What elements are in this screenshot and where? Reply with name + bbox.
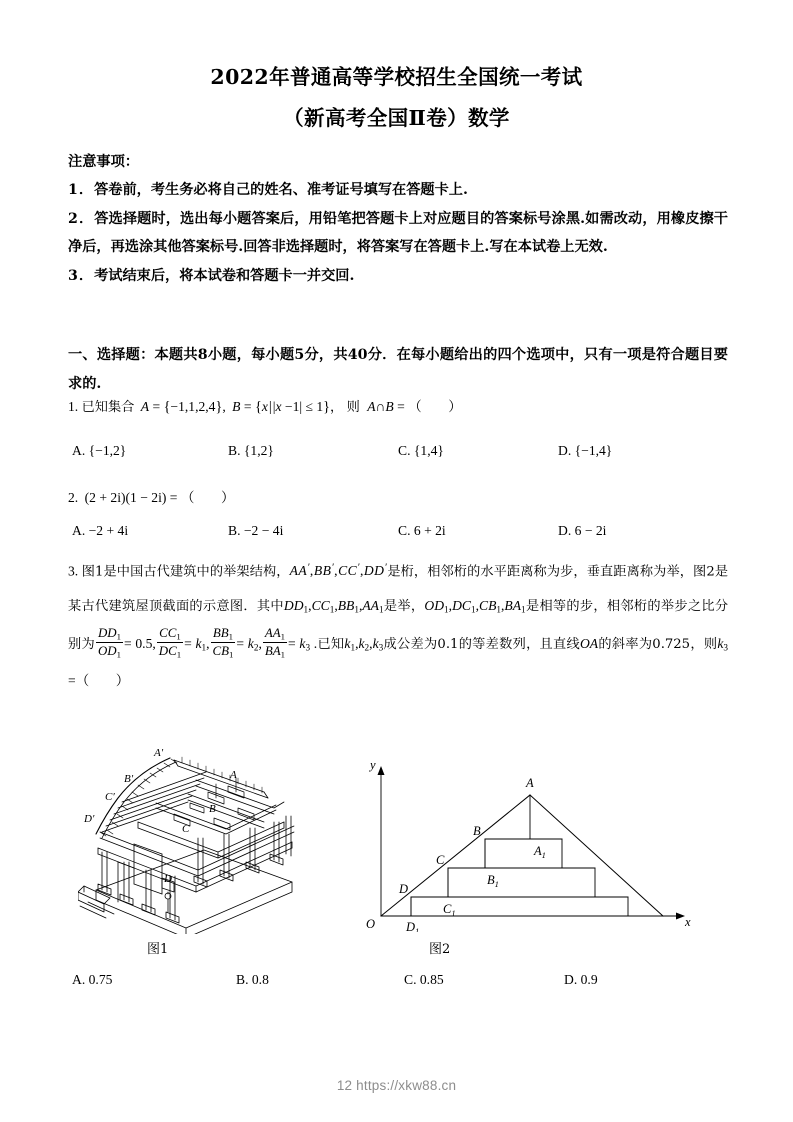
question-3-rises: $DD_1,CC_1,BB_1,AA_1$ bbox=[283, 598, 384, 615]
option-c[interactable]: C. 0.85 bbox=[404, 972, 444, 987]
figure-2-origin-label: O bbox=[366, 917, 376, 931]
question-3-beams: AA′,BB′,CC′,DD′ bbox=[289, 563, 388, 579]
question-3-k-list: $k_1,k_2,k_3$ bbox=[344, 635, 384, 653]
option-a[interactable]: A. −2 + 4i bbox=[72, 523, 129, 538]
notice-item-text: 答选择题时，选出每小题答案后，用铅笔把答题卡上对应题目的答案标号涂黑.如需改动，用橡皮擦干净后，再选涂其他答案标号.回答非选择题时，将答案写在答题卡上.写在本试卷上无效. bbox=[68, 210, 728, 255]
question-3-text-4: 是相等的步，相邻桁的举步之比分别为 bbox=[68, 599, 729, 652]
question-3-runs: $OD_1,DC_1,CB_1,BA_1$ bbox=[424, 598, 526, 615]
option-d[interactable]: D. 6 − 2i bbox=[558, 523, 607, 538]
notice-item bbox=[68, 262, 728, 291]
question-3-text-6: 成公差为0.1的等差数列，且直线 bbox=[383, 636, 580, 652]
figure-1-label-D-prime: D′ bbox=[84, 813, 95, 825]
exam-title-sub: （新高考全国Ⅱ卷）数学 bbox=[283, 106, 510, 130]
figure-1-label-A-prime: A′ bbox=[154, 747, 164, 759]
figure-2-label-C1: $C_1$ bbox=[443, 902, 456, 918]
question-3-line-name: OA bbox=[579, 635, 599, 651]
figure-2-label-D: D bbox=[399, 882, 409, 896]
question-3-text-1: 图1是中国古代建筑中的举架结构， bbox=[81, 564, 290, 580]
question-3-text-2: 是桁，相邻桁的水平距离称为步，垂直距离称为举，图2是某古代建筑屋顶截面的示意图．其中 bbox=[68, 564, 729, 615]
option-b[interactable]: B. {1,2} bbox=[228, 443, 274, 458]
question-1-number: 1. bbox=[68, 399, 79, 414]
figure-1-label-B-prime: B′ bbox=[124, 773, 134, 785]
exam-title-main: 2022年普通高等学校招生全国统一考试 bbox=[210, 65, 583, 89]
question-2-number: 2. bbox=[68, 490, 79, 505]
option-d[interactable]: D. 0.9 bbox=[564, 972, 598, 987]
question-3-unknown: $k_3$ = bbox=[68, 635, 728, 689]
question-1-options bbox=[68, 443, 728, 469]
question-1-answer-blank: （ ） bbox=[408, 399, 463, 414]
question-3-text-7: 的斜率为0.725，则 bbox=[598, 636, 718, 652]
notice-section bbox=[68, 148, 728, 290]
figure-1-drawing bbox=[78, 742, 310, 934]
notice-item-number: 3． bbox=[68, 267, 95, 284]
notice-item-number: 2． bbox=[68, 210, 95, 227]
notice-heading: 注意事项： bbox=[68, 154, 139, 170]
question-1-connector: 则 bbox=[346, 400, 360, 415]
question-3-text-5: 已知 bbox=[317, 636, 345, 652]
figure-1-label-C-prime: C′ bbox=[105, 791, 115, 803]
figure-1-label-C: C bbox=[182, 823, 190, 835]
question-3-answer-blank: （ ） bbox=[75, 673, 130, 689]
figure-1-label-A: A bbox=[230, 769, 237, 781]
notice-item-text: 考试结束后，将本试卷和答题卡一并交回. bbox=[94, 267, 355, 284]
option-a[interactable]: A. 0.75 bbox=[72, 972, 113, 987]
figure-2-label-B1: $B_1$ bbox=[487, 873, 499, 889]
question-2 bbox=[68, 483, 728, 513]
notice-item-number: 1． bbox=[68, 182, 95, 198]
question-3 bbox=[68, 552, 728, 698]
option-d[interactable]: D. {−1,4} bbox=[558, 443, 613, 458]
notice-item bbox=[68, 176, 728, 205]
question-2-options bbox=[68, 523, 728, 549]
notice-item-text: 答卷前，考生务必将自己的姓名、准考证号填写在答题卡上. bbox=[94, 182, 468, 198]
figure-2-label-A1: $A_1$ bbox=[534, 844, 546, 860]
figure-1-label-D: D bbox=[164, 873, 172, 885]
figure-2-label-D1: $D_1$ bbox=[406, 920, 420, 932]
figure-1-label-B: B bbox=[209, 803, 216, 815]
figure-1-caption: 图1 bbox=[147, 942, 169, 957]
footer-watermark: 12 https://xkw88.cn bbox=[336, 1078, 457, 1093]
question-1-stem: 1. 已知集合 A = {−1,1,2,4}, B = {x||x −1| ≤ 1}， 则 A∩B = （ ） bbox=[68, 399, 463, 415]
question-1 bbox=[68, 392, 728, 423]
option-b[interactable]: B. 0.8 bbox=[236, 972, 269, 987]
question-3-options bbox=[68, 972, 728, 998]
question-3-number: 3. bbox=[68, 563, 79, 579]
figure-2 bbox=[363, 756, 701, 932]
figure-2-caption: 图2 bbox=[429, 942, 451, 957]
figure-captions bbox=[68, 938, 728, 960]
question-3-text-3: 是举， bbox=[383, 599, 425, 615]
figure-2-label-A: A bbox=[526, 776, 534, 790]
section-heading: 一、选择题：本题共8小题，每小题5分，共40分．在每小题给出的四个选项中，只有一项是符合题目要求的. bbox=[68, 347, 728, 392]
question-2-answer-blank: （ ） bbox=[180, 490, 236, 505]
question-3-ratios: $\frac{DD_1}{OD_1}$ = 0.5, $\frac{CC_1}{DC_1}$ = $k_1$, $\frac{BB_1}{CB_1}$ = $k_2$, $\frac{AA_1}{BA_1}$ = $k_3$ . bbox=[97, 625, 318, 660]
figure-2-drawing bbox=[363, 756, 701, 932]
option-c[interactable]: C. {1,4} bbox=[398, 443, 444, 458]
page-title bbox=[68, 62, 725, 133]
figure-2-label-C: C bbox=[436, 853, 445, 867]
option-c[interactable]: C. 6 + 2i bbox=[398, 523, 446, 538]
option-a[interactable]: A. {−1,2} bbox=[72, 443, 127, 458]
option-b[interactable]: B. −2 − 4i bbox=[228, 523, 284, 538]
notice-item bbox=[68, 205, 728, 262]
figure-1 bbox=[78, 742, 310, 934]
question-2-expression: (2 + 2i)(1 − 2i) = bbox=[84, 490, 178, 505]
question-1-stem-prefix: 已知集合 bbox=[81, 400, 135, 415]
figures-area bbox=[68, 742, 728, 938]
figure-2-y-label: y bbox=[370, 758, 376, 772]
figure-2-label-B: B bbox=[473, 824, 481, 838]
figure-2-x-label: x bbox=[685, 915, 691, 929]
question-2-stem bbox=[68, 483, 728, 513]
question-3-stem bbox=[68, 552, 728, 698]
